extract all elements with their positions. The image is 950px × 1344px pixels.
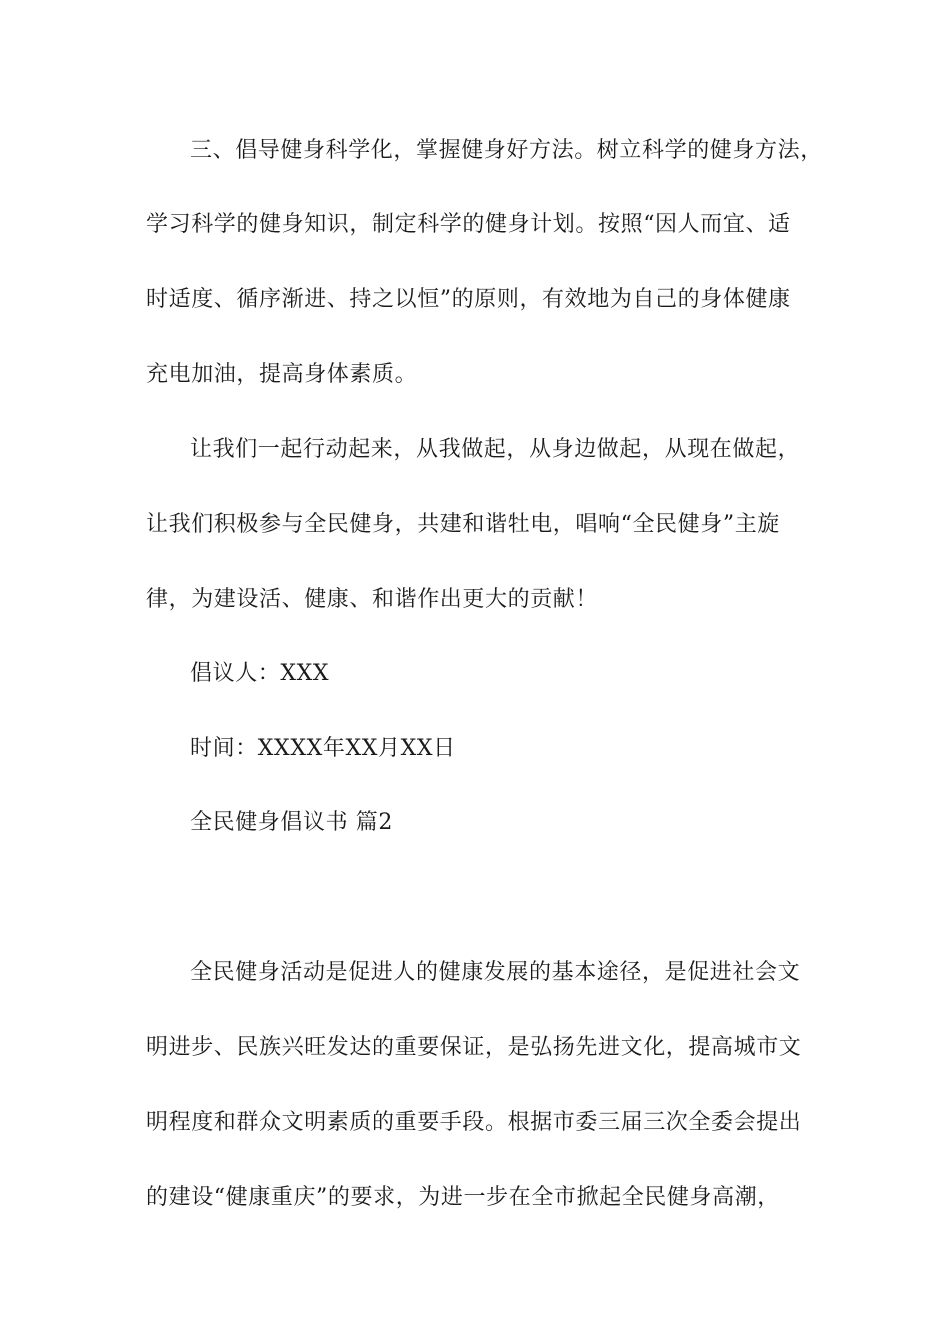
- paragraph-2-line-3: 律，为建设活、健康、和谐作出更大的贡献！: [146, 587, 599, 612]
- paragraph-3-line-2: 明进步、民族兴旺发达的重要保证，是弘扬先进文化，提高城市文: [146, 1035, 802, 1060]
- paragraph-2-line-2: 让我们积极参与全民健身，共建和谐牡电，唱响“全民健身”主旋: [146, 512, 780, 537]
- paragraph-1-line-4: 充电加油，提高身体素质。: [146, 362, 418, 387]
- paragraph-1-line-1: 三、倡导健身科学化，掌握健身好方法。树立科学的健身方法，: [190, 138, 823, 163]
- paragraph-2-line-1: 让我们一起行动起来，从我做起，从身边做起，从现在做起，: [190, 437, 801, 462]
- paragraph-3-line-1: 全民健身活动是促进人的健康发展的基本途径，是促进社会文: [190, 960, 801, 985]
- section-heading: 全民健身倡议书 篇2: [190, 810, 393, 835]
- paragraph-1-line-2: 学习科学的健身知识，制定科学的健身计划。按照“因人而宜、适: [146, 212, 791, 237]
- paragraph-3-line-3: 明程度和群众文明素质的重要手段。根据市委三届三次全委会提出: [146, 1110, 802, 1135]
- signatory-line: 倡议人：XXX: [190, 661, 330, 686]
- paragraph-3-line-4: 的建设“健康重庆”的要求，为进一步在全市掀起全民健身高潮，: [146, 1185, 780, 1210]
- date-line: 时间：XXXX年XX月XX日: [190, 736, 456, 761]
- paragraph-1-line-3: 时适度、循序渐进、持之以恒”的原则，有效地为自己的身体健康: [146, 287, 791, 312]
